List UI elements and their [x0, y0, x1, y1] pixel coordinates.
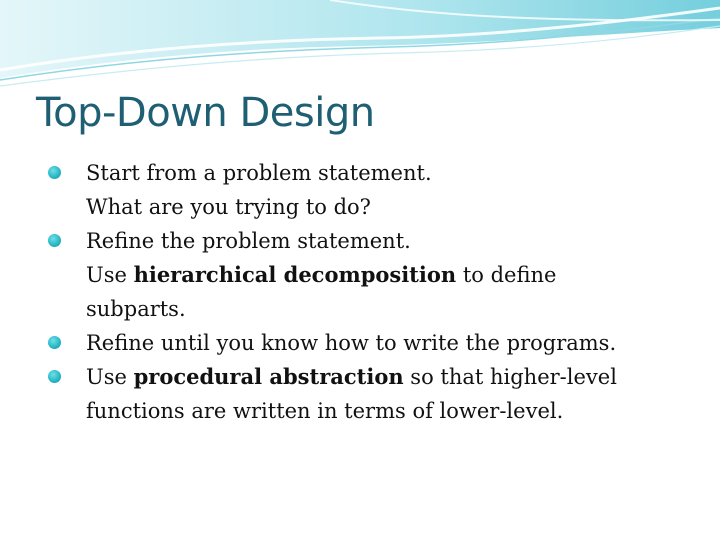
- bullet-text: What are you trying to do?: [86, 195, 371, 219]
- bullet-line: [86, 156, 706, 190]
- bullet-line: [86, 360, 706, 394]
- bullet-line: [86, 190, 706, 224]
- bullet-text: Use: [86, 365, 134, 389]
- bullet-text: functions are written in terms of lower-level.: [86, 399, 564, 423]
- bullet-item: [46, 156, 706, 224]
- bullet-text: Refine until you know how to write the programs.: [86, 331, 617, 355]
- bullet-text: Start from a problem statement.: [86, 161, 432, 185]
- bullet-list: [46, 156, 706, 428]
- bullet-text: to define: [456, 263, 557, 287]
- header-wave-decoration: [0, 0, 720, 90]
- emphasis-term: hierarchical decomposition: [133, 262, 457, 287]
- bullet-dot-icon: [48, 370, 61, 383]
- emphasis-term: procedural abstraction: [133, 364, 404, 389]
- bullet-dot-icon: [48, 234, 61, 247]
- bullet-line: [86, 326, 706, 360]
- bullet-dot-icon: [48, 166, 61, 179]
- bullet-line: [86, 258, 706, 292]
- bullet-text: subparts.: [86, 297, 186, 321]
- bullet-item: [46, 224, 706, 326]
- bullet-text: so that higher-level: [403, 365, 617, 389]
- bullet-line: [86, 292, 706, 326]
- bullet-item: [46, 326, 706, 360]
- bullet-line: [86, 224, 706, 258]
- slide-title: Top-Down Design: [36, 90, 375, 136]
- bullet-text: Use: [86, 263, 134, 287]
- bullet-dot-icon: [48, 336, 61, 349]
- bullet-line: [86, 394, 706, 428]
- bullet-item: [46, 360, 706, 428]
- bullet-text: Refine the problem statement.: [86, 229, 411, 253]
